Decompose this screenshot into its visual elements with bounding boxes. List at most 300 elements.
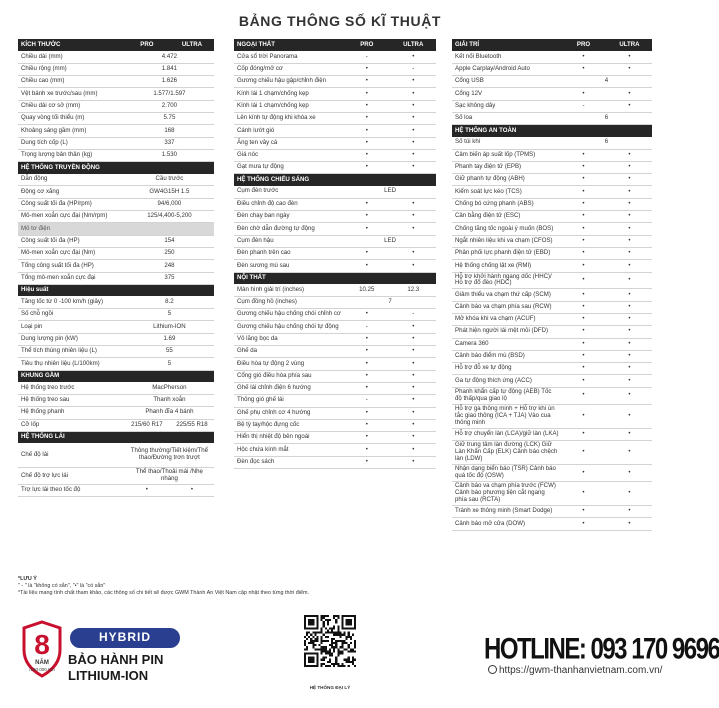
spec-value-pro: • [343,432,389,444]
spec-value: 2.700 [124,100,214,112]
column-header-pro [560,125,606,137]
section-header [18,370,214,382]
spec-value-pro: - [343,321,389,333]
spec-value-ultra: • [606,506,652,518]
spec-row [234,149,436,161]
spec-row [18,88,214,100]
spec-value-ultra: • [606,247,652,259]
section-header [18,431,214,443]
spec-label: Giữ trung tâm làn đường (LCK) Giữ Làn Khẩn Cấp (ELK) Cảnh báo chệch làn (LDW) [452,441,560,465]
spec-label: Cỡ lốp [18,419,124,431]
spec-value-pro: • [560,88,606,100]
spec-value-pro: • [560,363,606,375]
spec-label: Sạc không dây [452,100,560,112]
spec-value-pro: • [124,484,169,496]
spec-value: Thanh xoắn [124,394,214,406]
spec-row [452,465,652,482]
spec-value-pro: • [560,289,606,301]
spec-row [18,333,214,345]
spec-label: Mở khóa khi va chạm (ACUF) [452,313,560,325]
spec-row [452,506,652,518]
spec-label: Dung tích cốp (L) [18,137,124,149]
website-link[interactable] [488,665,662,676]
spec-value-ultra: • [390,211,436,223]
column-header-ultra [606,125,652,137]
spec-value-pro: • [560,51,606,63]
spec-label: Vô lăng bọc da [234,333,343,345]
spec-label: Đèn phanh trên cao [234,247,343,259]
spec-label: Số túi khí [452,137,560,149]
warranty-years-unit: NĂM [35,660,49,666]
spec-row [18,76,214,88]
spec-row [18,272,214,284]
spec-value-pro: • [560,223,606,235]
spec-value: Phanh đĩa 4 bánh [124,407,214,419]
spec-value-pro: • [560,186,606,198]
spec-value: 1.69 [124,333,214,345]
spec-value-ultra: • [390,100,436,112]
column-header-ultra [390,272,436,284]
qr-code[interactable] [304,615,356,667]
spec-label: Ga tự động thích ứng (ACC) [452,375,560,387]
spec-row [18,419,214,431]
spec-row [18,174,214,186]
spec-row [452,223,652,235]
spec-value: 4.472 [124,51,214,63]
spec-value-ultra: • [390,321,436,333]
spec-value: 375 [124,272,214,284]
spec-value-ultra: • [606,326,652,338]
spec-label: Bệ tỳ tay/hộc đựng cốc [234,419,343,431]
spec-label: Mô-men xoắn cực đại (Nm) [18,247,124,259]
spec-row [452,161,652,173]
spec-value-ultra: • [606,289,652,301]
spec-row [234,296,436,308]
spec-row [18,235,214,247]
spec-row [452,338,652,350]
spec-value: Lithium-ION [124,321,214,333]
spec-value-ultra: • [606,161,652,173]
spec-value-ultra: • [390,162,436,174]
spec-row [452,137,652,149]
spec-label: Điều hòa tự động 2 vùng [234,358,343,370]
notes [18,576,448,597]
spec-value: 1.530 [124,149,214,161]
spec-value-ultra: • [390,407,436,419]
cropped-top-text [0,0,680,6]
section-header [18,162,214,174]
page-title: BẢNG THÔNG SỐ KĨ THUẬT [238,13,442,29]
spec-value: Cầu trước [124,174,214,186]
warranty-line-1: BẢO HÀNH PIN [68,652,164,667]
spec-row [234,321,436,333]
spec-value-pro: • [560,149,606,161]
spec-label: Cảnh báo mở cửa (DOW) [452,518,560,530]
column-header-ultra: ULTRA [606,39,652,51]
spec-row [452,326,652,338]
spec-label: Ghế da [234,346,343,358]
spec-value-ultra: • [390,149,436,161]
spec-label: Giá nóc [234,149,343,161]
spec-label: Chống tăng tốc ngoài ý muốn (BOS) [452,223,560,235]
section-header [18,39,214,51]
spec-row [452,404,652,428]
spec-row [234,112,436,124]
column-header-pro [124,162,169,174]
spec-value-ultra: • [390,370,436,382]
spec-row [234,382,436,394]
spec-value-ultra: 12.3 [390,284,436,296]
section-header [452,125,652,137]
column-header-pro [343,272,389,284]
spec-label: Kiểm soát lực kéo (TCS) [452,186,560,198]
spec-value-ultra: • [606,211,652,223]
spec-value-pro: • [343,370,389,382]
spec-value-pro: • [560,375,606,387]
spec-label: Ăng ten vây cá [234,137,343,149]
spec-label: Khoảng sáng gầm (mm) [18,125,124,137]
spec-value: Thông thường/Tiết kiệm/Thể thao/Đường trơn trượt [124,443,214,467]
spec-value-pro: • [343,137,389,149]
spec-label: Cổng 12V [452,88,560,100]
spec-value-pro: • [560,235,606,247]
spec-label: Giữ phanh tự động (ABH) [452,174,560,186]
spec-value-pro: • [343,419,389,431]
spec-value-pro: • [343,407,389,419]
spec-value-ultra: • [606,186,652,198]
section-header [234,272,436,284]
spec-label: Chiều rộng (mm) [18,63,124,75]
spec-label: Camera 360 [452,338,560,350]
spec-row [234,235,436,247]
spec-row [452,198,652,210]
spec-label: Phát hiện người lái mệt mỏi (DFD) [452,326,560,338]
spec-row [452,211,652,223]
spec-value-ultra: • [606,465,652,482]
spec-value-ultra: • [390,419,436,431]
spec-row [452,149,652,161]
spec-label: Quay vòng tối thiểu (m) [18,112,124,124]
spec-row [18,358,214,370]
spec-label: Công suất tối đa (HP/rpm) [18,198,124,210]
spec-label: Ghế lái chỉnh điện 6 hướng [234,382,343,394]
spec-value-pro: • [560,174,606,186]
hybrid-badge: HYBRID [70,628,180,648]
section-header [452,39,652,51]
spec-row [452,247,652,259]
spec-row [452,112,652,124]
spec-label: Cốp đóng/mở cơ [234,63,343,75]
spec-label: Gương chiếu hậu chống chói chỉnh cơ [234,309,343,321]
hotline[interactable]: HOTLINE: 093 170 9696 [484,632,719,666]
spec-row [452,289,652,301]
spec-value-pro: • [560,404,606,428]
spec-row [234,198,436,210]
spec-value: 6 [560,112,652,124]
spec-value-ultra: • [390,137,436,149]
section-title: HỆ THỐNG LÁI [18,431,124,443]
spec-value-pro: • [560,161,606,173]
spec-label: Dung lượng pin (kW) [18,333,124,345]
spec-value-pro: • [343,112,389,124]
spec-value-ultra: 225/55 R18 [169,419,214,431]
spec-value-ultra: • [606,313,652,325]
spec-value: LED [343,235,436,247]
spec-value-pro: - [343,395,389,407]
spec-value: LED [343,186,436,198]
spec-row [452,76,652,88]
spec-row [452,51,652,63]
spec-value-pro: • [343,63,389,75]
spec-row [18,125,214,137]
warranty-years: 8 [34,629,50,660]
spec-value-ultra: • [390,76,436,88]
spec-label: Phanh tay điện tử (EPB) [452,161,560,173]
spec-label: Gương chiếu hậu gập/chỉnh điện [234,76,343,88]
spec-value-pro: • [560,506,606,518]
spec-label: Số loa [452,112,560,124]
spec-label: Giảm thiểu va chạm thứ cấp (SCM) [452,289,560,301]
spec-value-ultra: • [606,223,652,235]
spec-value-ultra: • [390,247,436,259]
spec-row [452,313,652,325]
spec-label: Trợ lực lái theo tốc độ [18,484,124,496]
section-title: HỆ THỐNG TRUYỀN ĐỘNG [18,162,124,174]
spec-label: Cánh lướt gió [234,125,343,137]
section-title: KHUNG GẦM [18,370,124,382]
spec-row [18,247,214,259]
spec-value-pro: • [560,198,606,210]
spec-label: Số chỗ ngồi [18,309,124,321]
spec-label: Hệ thống treo sau [18,394,124,406]
spec-row [18,63,214,75]
spec-label: Nhận dạng biển báo (TSR) Cảnh báo quá tốc độ (OSW) [452,465,560,482]
spec-column-right [452,39,652,531]
spec-row [18,394,214,406]
spec-row [18,51,214,63]
column-header-ultra: ULTRA [390,39,436,51]
spec-value-pro: • [343,125,389,137]
spec-column-left [18,39,214,497]
spec-value-ultra: • [390,333,436,345]
spec-row [234,358,436,370]
spec-value-ultra: • [606,518,652,530]
spec-row [234,284,436,296]
spec-label: Cụm đồng hồ (inches) [234,296,343,308]
spec-value-pro: • [343,100,389,112]
spec-label: Hệ thống phanh [18,407,124,419]
section-title: GIẢI TRÍ [452,39,560,51]
column-header-ultra [169,284,214,296]
spec-value-pro: • [560,260,606,272]
spec-value: 154 [124,235,214,247]
warranty-distance: /150.000 Km [29,667,55,672]
spec-value-ultra: • [390,346,436,358]
spec-label: Mô-men xoắn cực đại (Nm/rpm) [18,211,124,223]
spec-row [234,223,436,235]
spec-label: Đèn sương mù sau [234,260,343,272]
spec-row [452,387,652,404]
spec-value-ultra: • [606,149,652,161]
section-header [234,174,436,186]
warranty-shield-icon [20,620,64,678]
spec-label: Cân bằng điện tử (ESC) [452,211,560,223]
spec-label: Chiều cao (mm) [18,76,124,88]
spec-row [234,395,436,407]
spec-value-ultra: • [390,432,436,444]
spec-row [452,186,652,198]
spec-label: Tổng mô-men xoắn cực đại [18,272,124,284]
spec-row [452,63,652,75]
spec-value-pro: • [560,441,606,465]
spec-value-ultra: • [606,350,652,362]
spec-value-ultra: • [606,51,652,63]
spec-row [452,272,652,289]
spec-label: Hỗ trợ chuyển làn (LCA)/giữ làn (LKA) [452,428,560,440]
spec-value-pro: • [560,301,606,313]
spec-value: 4 [560,76,652,88]
spec-label: Ghế phụ chỉnh cơ 4 hướng [234,407,343,419]
spec-value-pro: • [560,338,606,350]
spec-value: Thể thao/Thoải mái /Nhẹ nhàng [124,468,214,485]
spec-value-ultra: • [390,260,436,272]
spec-row [18,100,214,112]
section-title: NGOẠI THẤT [234,39,343,51]
spec-value-pro: • [343,346,389,358]
spec-row [18,198,214,210]
spec-value-pro: • [560,272,606,289]
website-url: https://gwm-thanhanvietnam.com.vn/ [499,665,663,676]
spec-value-pro: • [343,211,389,223]
spec-value-ultra: • [606,375,652,387]
column-header-ultra [169,370,214,382]
spec-value-pro: • [560,518,606,530]
spec-value: 1.626 [124,76,214,88]
spec-value-pro: • [560,428,606,440]
spec-row [18,382,214,394]
spec-value-pro: • [343,88,389,100]
spec-row [234,63,436,75]
spec-label: Cảnh báo va chạm phía sau (RCW) [452,301,560,313]
spec-row [234,309,436,321]
spec-value-ultra: • [606,174,652,186]
spec-value-ultra: • [606,235,652,247]
spec-row [452,88,652,100]
spec-row [234,432,436,444]
spec-value-ultra: • [606,441,652,465]
spec-value-ultra: • [390,198,436,210]
spec-value-pro: 215/60 R17 [124,419,169,431]
notes-legend: " - " là "không có sẵn", "•" là "có sẵn" [18,583,106,589]
spec-value-ultra: • [390,358,436,370]
spec-row [452,441,652,465]
spec-label: Mô tơ điện [18,223,124,235]
spec-value-pro: • [560,247,606,259]
spec-value-pro: • [343,162,389,174]
spec-value: 8.2 [124,296,214,308]
spec-label: Chiều dài (mm) [18,51,124,63]
spec-value: GW4G15H 1.5 [124,186,214,198]
spec-value-pro: • [343,247,389,259]
spec-row [18,137,214,149]
spec-row [452,100,652,112]
section-header [234,39,436,51]
spec-value-pro: 10.25 [343,284,389,296]
column-header-pro [124,284,169,296]
column-header-pro [343,174,389,186]
spec-row [18,468,214,485]
spec-row [18,211,214,223]
spec-label: Hệ thống chống lật xe (RMI) [452,260,560,272]
spec-row [18,407,214,419]
spec-row [452,375,652,387]
spec-value-ultra: • [606,387,652,404]
column-header-pro [124,370,169,382]
spec-row [18,296,214,308]
spec-label: Gương chiếu hậu chống chói tự động [234,321,343,333]
column-header-ultra: ULTRA [169,39,214,51]
spec-value: 1.841 [124,63,214,75]
spec-row [18,321,214,333]
spec-value-pro: • [560,481,606,505]
spec-row [234,137,436,149]
spec-value-ultra: • [606,404,652,428]
spec-label: Thể tích thùng nhiên liệu (L) [18,346,124,358]
column-header-ultra [169,431,214,443]
spec-value-pro: • [560,211,606,223]
spec-row [18,186,214,198]
column-header-pro: PRO [560,39,606,51]
spec-row [234,51,436,63]
spec-row [18,112,214,124]
spec-label: Đèn đọc sách [234,456,343,468]
spec-value-ultra: • [606,198,652,210]
spec-row [452,235,652,247]
spec-value-pro: • [343,456,389,468]
spec-label: Loại pin [18,321,124,333]
spec-value-ultra: • [606,88,652,100]
spec-label: Công suất tối đa (HP) [18,235,124,247]
spec-value: 5 [124,358,214,370]
spec-row [452,301,652,313]
notes-disclaimer: *Tài liệu mang tính chất tham khảo, các thông số chi tiết sẽ được GWM Thành An Việt Nam cập nhật theo từng thời điểm. [18,590,309,596]
spec-row [234,186,436,198]
spec-row [452,174,652,186]
spec-row [234,100,436,112]
spec-value-pro: • [560,387,606,404]
spec-label: Dẫn động [18,174,124,186]
spec-label: Ngắt nhiên liệu khi va chạm (CFOS) [452,235,560,247]
section-title: HỆ THỐNG AN TOÀN [452,125,560,137]
spec-label: Thông gió ghế lái [234,395,343,407]
spec-value-ultra: • [390,112,436,124]
spec-label: Cảnh báo va chạm phía trước (FCW) Cảnh báo phương tiện cắt ngang phía sau (RCTA) [452,481,560,505]
spec-row [452,363,652,375]
spec-row [18,309,214,321]
spec-label: Hiển thị nhiệt độ bên ngoài [234,432,343,444]
spec-label: Lên kính tự động khi khóa xe [234,112,343,124]
spec-label: Hệ thống treo trước [18,382,124,394]
spec-value-ultra: • [390,395,436,407]
spec-label: Hỗ trợ đỗ xe tự động [452,363,560,375]
spec-label: Cổng gió điều hòa phía sau [234,370,343,382]
spec-row [234,333,436,345]
spec-row [18,223,214,235]
spec-value: 55 [124,346,214,358]
spec-label: Tiêu thụ nhiên liệu (L/100km) [18,358,124,370]
warranty-line-2: LITHIUM-ION [68,668,149,683]
spec-value-ultra: • [606,260,652,272]
